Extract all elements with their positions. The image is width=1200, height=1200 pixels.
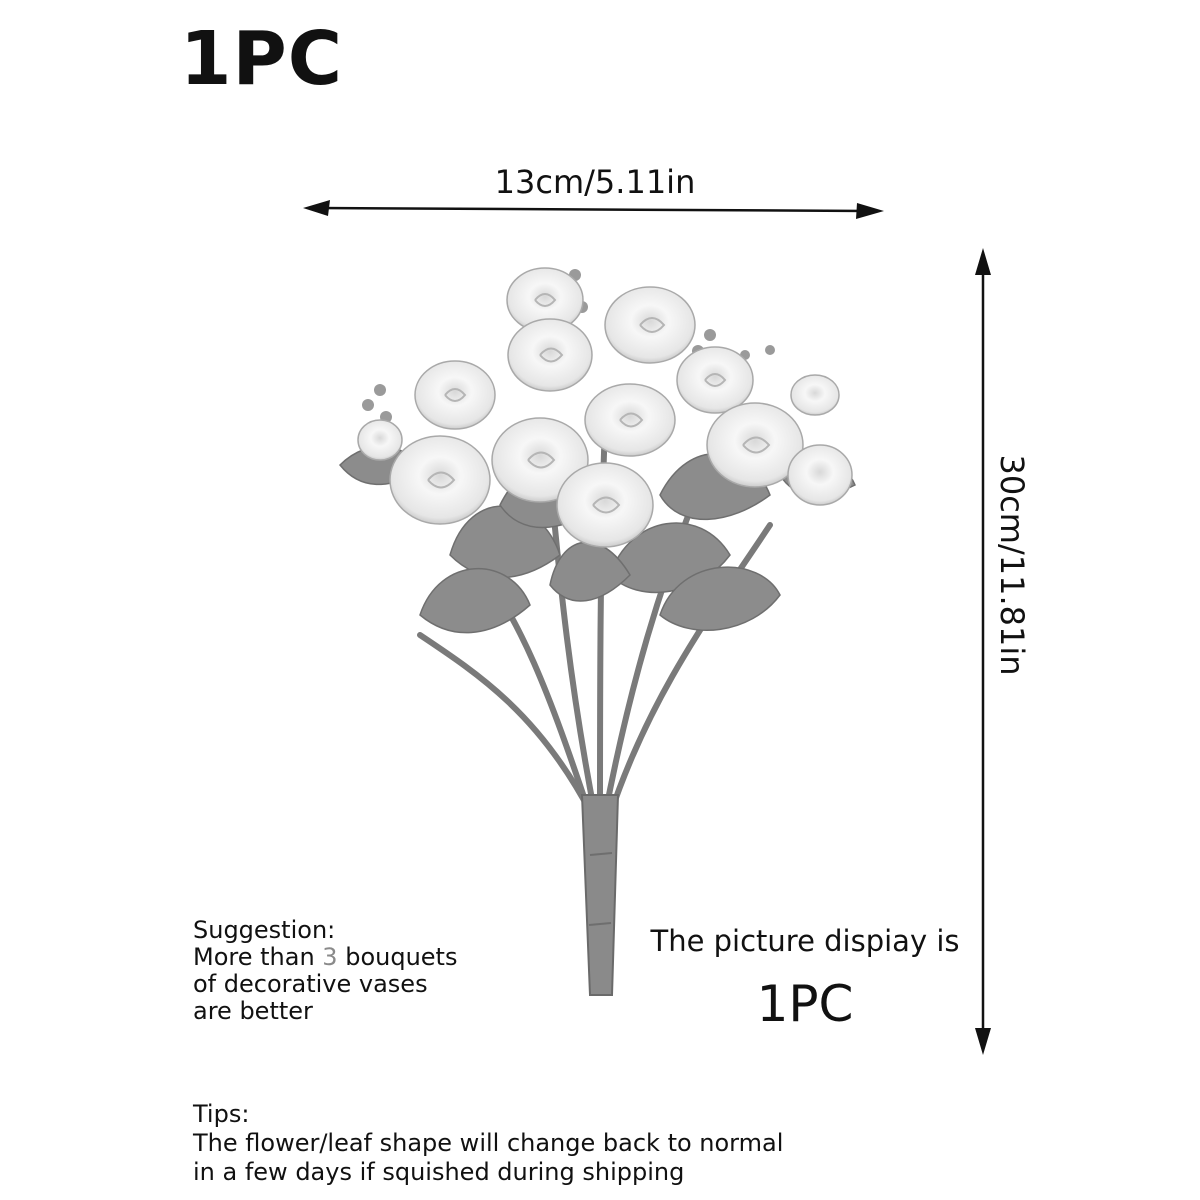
tips-note [193,1100,783,1187]
suggestion-line-1-suffix: bouquets [337,943,458,971]
quantity-title: 1PC [180,16,344,102]
suggestion-heading: Suggestion: [193,916,336,944]
suggestion-line-1 [193,944,457,971]
width-dimension-label: 13cm/5.11in [494,163,696,201]
flower-bouquet-image [300,255,860,1015]
display-note-text: The picture dispiay is [650,924,960,958]
suggestion-line-1-prefix: More than [193,943,323,971]
suggestion-line-3: are better [193,997,313,1025]
tips-line-1: The flower/leaf shape will change back to normal [193,1129,784,1157]
tips-line-2: in a few days if squished during shipping [193,1158,685,1186]
display-note-quantity: 1PC [756,975,854,1033]
width-arrow [303,200,884,219]
height-dimension-label: 30cm/11.81in [993,454,1031,676]
tips-heading: Tips: [193,1100,250,1128]
suggestion-bouquet-count: 3 [322,943,338,971]
display-note [630,922,980,1034]
suggestion-note [193,917,457,1025]
suggestion-line-2: of decorative vases [193,970,428,998]
